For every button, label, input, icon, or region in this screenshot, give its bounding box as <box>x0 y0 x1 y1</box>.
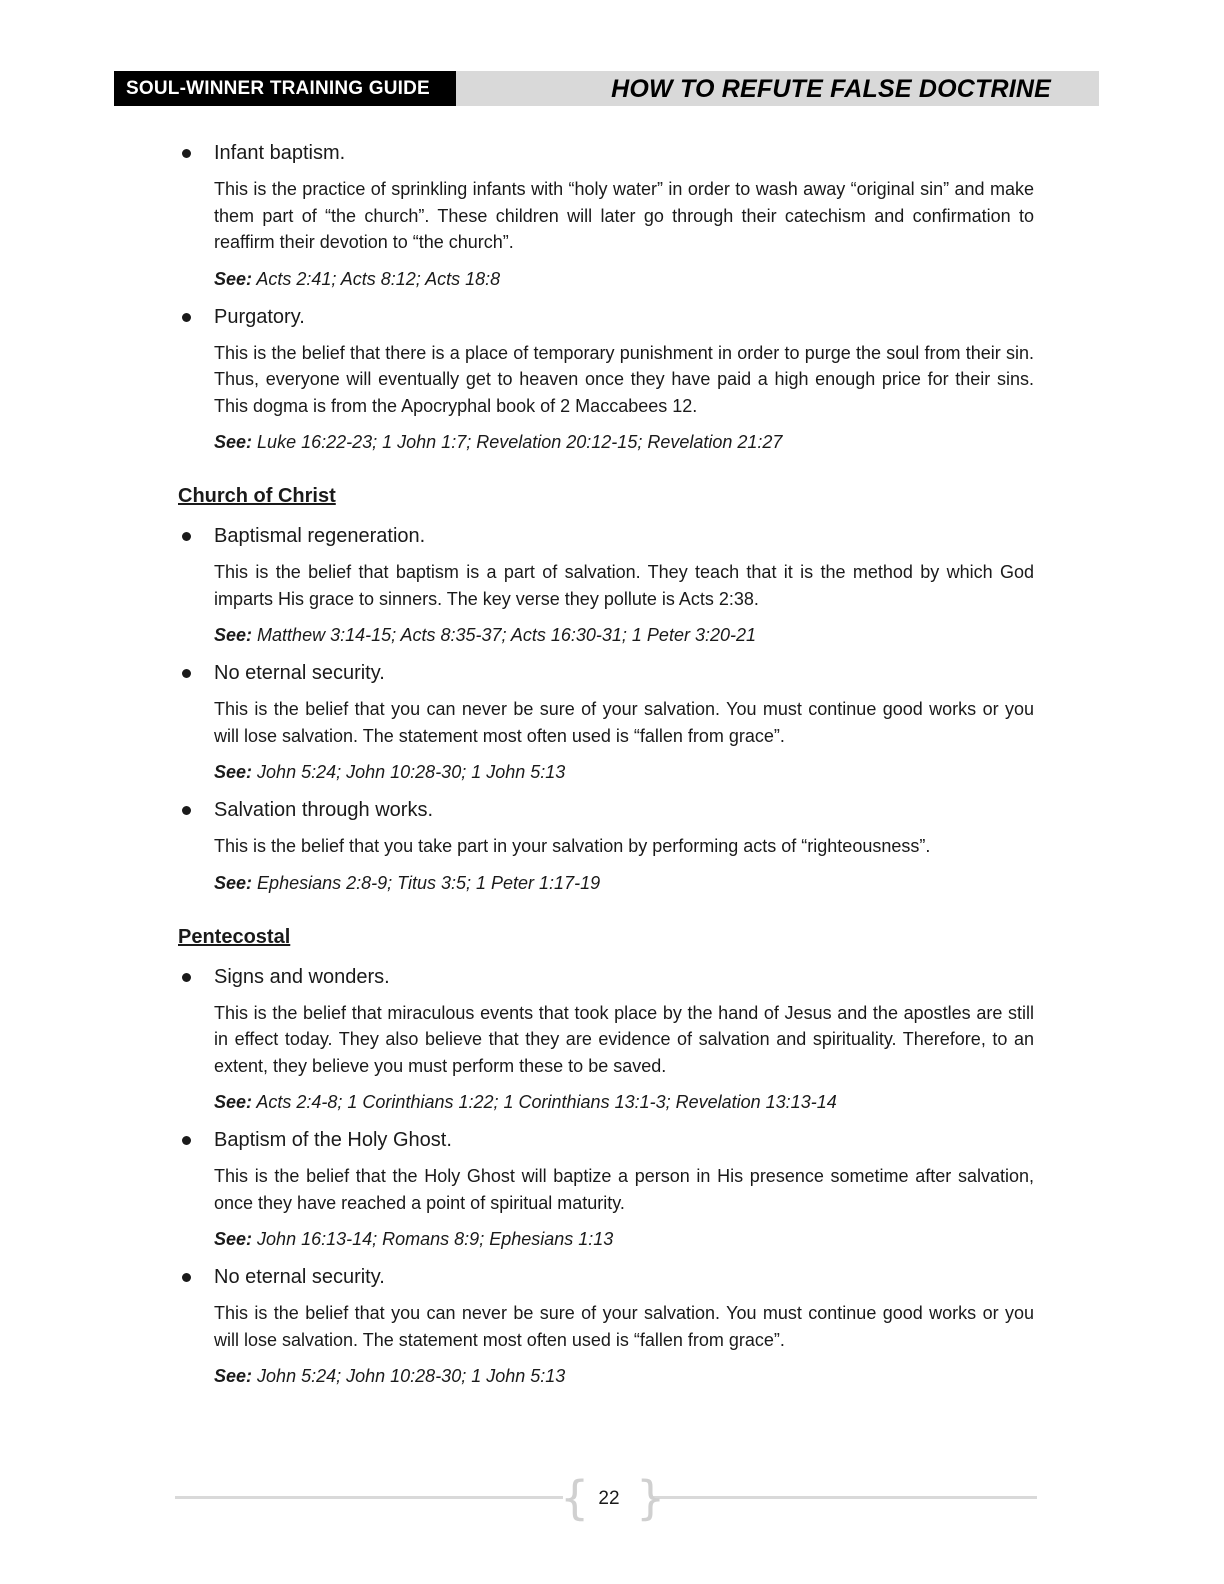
scripture-references <box>178 1363 1034 1389</box>
guide-title: SOUL-WINNER TRAINING GUIDE <box>114 71 456 106</box>
scripture-references <box>178 266 1034 292</box>
see-refs: Acts 2:4-8; 1 Corinthians 1:22; 1 Corinthians 13:1-3; Revelation 13:13-14 <box>256 1092 837 1112</box>
scripture-references <box>178 622 1034 648</box>
doctrine-item <box>178 304 1034 456</box>
doctrine-title-text: Baptism of the Holy Ghost. <box>214 1129 452 1151</box>
doctrine-title-text: Salvation through works. <box>214 799 434 821</box>
see-label: See: <box>214 762 253 782</box>
left-brace-icon: { <box>560 1471 590 1525</box>
doctrine-title <box>178 304 1034 330</box>
scripture-references <box>178 1089 1034 1115</box>
doctrine-title <box>178 797 1034 823</box>
see-label: See: <box>214 1092 253 1112</box>
see-label: See: <box>214 268 253 289</box>
bullet-icon <box>182 532 191 541</box>
doctrine-title <box>178 523 1034 549</box>
doctrine-description: This is the belief that miraculous events that took place by the hand of Jesus and the apostles are still in effect today. They also believe that they are evidence of salvation and spirituality. Therefore, to an extent, they believe you must perform these to be saved. <box>214 1002 1034 1076</box>
doctrine-title <box>178 964 1034 990</box>
doctrine-title <box>178 140 1034 166</box>
doctrine-item <box>178 1127 1034 1252</box>
scripture-references <box>178 870 1034 896</box>
doctrine-description: This is the belief that baptism is a part of salvation. They teach that it is the method by which God imparts His grace to sinners. The key verse they pollute is Acts 2:38. <box>214 562 1034 609</box>
doctrine-description: This is the practice of sprinkling infants with “holy water” in order to wash away “original sin” and make them part of “the church”. These children will later go through their catechism and confirmation to reaffirm their devotion to “the church”. <box>214 179 1034 252</box>
doctrine-title <box>178 660 1034 686</box>
doctrine-item <box>178 140 1034 292</box>
see-refs: John 5:24; John 10:28-30; 1 John 5:13 <box>257 1366 566 1386</box>
doctrine-item <box>178 964 1034 1116</box>
doctrine-title <box>178 1264 1034 1290</box>
bullet-icon <box>182 1136 191 1145</box>
see-label: See: <box>214 1366 253 1386</box>
doctrine-title-text: Infant baptism. <box>214 142 346 164</box>
see-refs: Acts 2:41; Acts 8:12; Acts 18:8 <box>256 268 501 289</box>
chapter-title: HOW TO REFUTE FALSE DOCTRINE <box>611 75 1051 103</box>
bullet-icon <box>182 1273 191 1282</box>
see-label: See: <box>214 432 253 452</box>
see-refs: Luke 16:22-23; 1 John 1:7; Revelation 20:12-15; Revelation 21:27 <box>257 432 783 452</box>
doctrine-title-text: Purgatory. <box>214 305 305 328</box>
footer-divider-left <box>175 1496 563 1499</box>
doctrine-description: This is the belief that the Holy Ghost will baptize a person in His presence sometime after salvation, once they have reached a point of spiritual maturity. <box>214 1166 1034 1213</box>
section-heading: Church of Christ <box>178 485 336 507</box>
doctrine-title-text: No eternal security. <box>214 662 385 684</box>
see-refs: Matthew 3:14-15; Acts 8:35-37; Acts 16:30-31; 1 Peter 3:20-21 <box>257 625 757 645</box>
see-label: See: <box>214 872 253 893</box>
doctrine-title-text: No eternal security. <box>214 1266 385 1288</box>
see-label: See: <box>214 625 253 645</box>
doctrine-title-text: Signs and wonders. <box>214 965 390 988</box>
see-refs: Ephesians 2:8-9; Titus 3:5; 1 Peter 1:17-19 <box>257 872 601 893</box>
doctrine-title <box>178 1127 1034 1153</box>
footer-divider-right <box>652 1496 1037 1499</box>
bullet-icon <box>182 669 191 678</box>
right-brace-icon: } <box>636 1471 666 1525</box>
scripture-references <box>178 1226 1034 1252</box>
doctrine-item <box>178 660 1034 785</box>
doctrine-description: This is the belief that there is a place of temporary punishment in order to purge the soul from their sin. Thus, everyone will eventually get to heaven once they have paid a high enough price for their sins. This dogma is from the Apocryphal book of 2 Maccabees 12. <box>214 342 1034 416</box>
doctrine-description: This is the belief that you take part in your salvation by performing acts of “righteousness”. <box>214 836 931 856</box>
doctrine-item <box>178 523 1034 648</box>
page-header <box>114 71 1099 106</box>
see-label: See: <box>214 1229 253 1249</box>
doctrine-item <box>178 1264 1034 1389</box>
doctrine-description: This is the belief that you can never be sure of your salvation. You must continue good works or you will lose salvation. The statement most often used is “fallen from grace”. <box>214 699 1034 746</box>
doctrine-title-text: Baptismal regeneration. <box>214 525 426 547</box>
page-content <box>178 140 1034 1401</box>
section-heading: Pentecostal <box>178 925 291 948</box>
see-refs: John 16:13-14; Romans 8:9; Ephesians 1:13 <box>257 1229 614 1249</box>
page-number: 22 <box>598 1488 620 1509</box>
scripture-references <box>178 759 1034 785</box>
bullet-icon <box>182 973 191 982</box>
bullet-icon <box>182 149 191 158</box>
bullet-icon <box>182 806 191 815</box>
doctrine-item <box>178 797 1034 896</box>
see-refs: John 5:24; John 10:28-30; 1 John 5:13 <box>257 762 566 782</box>
doctrine-description: This is the belief that you can never be sure of your salvation. You must continue good works or you will lose salvation. The statement most often used is “fallen from grace”. <box>214 1303 1034 1350</box>
scripture-references <box>178 429 1034 455</box>
bullet-icon <box>182 313 191 322</box>
